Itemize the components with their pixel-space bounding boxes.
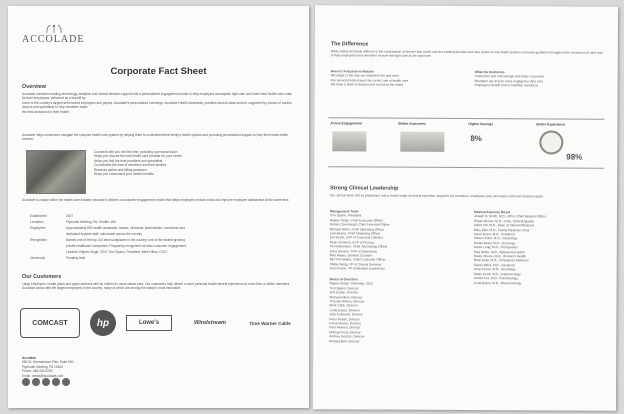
list-item: Robert Brown, M.D., Chair, Clinical Quality: [473, 218, 535, 224]
social-icons: [22, 378, 70, 386]
list-item: Frank Marino, Director: [329, 321, 362, 326]
difference-paragraph: What makes Accolade different is the combination of service that works with the existing benefits and care model of any health system to provide guidance throughout the continuum of care and to help employees and members receive the right care at the right time.: [330, 49, 603, 59]
laurel-icon: [44, 24, 64, 34]
list-item: Richard Bell, Director: [329, 338, 360, 344]
team-photo: [26, 150, 86, 194]
fact-row: dedicated support staff, nationwide across the country: [66, 232, 143, 236]
stat-active-engagement: Active Engagement: [330, 121, 396, 165]
outcomes-heading: What the Outcomes: [474, 70, 505, 75]
mission-paragraph: Accolade helps consumers navigate the complex health care system by helping them to understand their family's health options and providing personalized support to help them make better choices.: [22, 133, 289, 142]
fact-row: Recognition Named one of the top 100 best workplaces in the country; one of the fastest growing: [30, 238, 185, 242]
stat-image: [400, 132, 444, 152]
list-item: Paul Reeves, Director: [329, 325, 361, 330]
list-item: Robert Cavanaugh, Chief Financial Officer: [329, 222, 390, 227]
document-title: Corporate Fact Sheet: [110, 66, 207, 77]
list-item: Linda Ewers, Director: [329, 308, 360, 313]
facts-intro: Accolade is unique within the health care industry because it delivers a consumer engagement model that helps employers reduce costs and improve employee satisfaction at the same time.: [22, 198, 290, 202]
contact-line: Accolade: [22, 356, 37, 360]
list-item: Ken Robertson, Chief Technology Officer: [329, 244, 388, 249]
list-item: Jeff Jordan, Director: [329, 290, 359, 295]
stats-strip: [328, 117, 604, 168]
outcomes-item: Members say they're more engaged in their care: [474, 78, 544, 84]
linkedin-icon[interactable]: [42, 378, 50, 386]
time-warner-cable-logo: Time Warner Cable: [249, 320, 291, 326]
youtube-icon[interactable]: [52, 378, 60, 386]
overview-heading: Overview: [22, 84, 46, 90]
comcast-logo: COMCAST: [20, 308, 80, 338]
list-item: Jack Kirkwood, Director: [329, 312, 363, 317]
customers-heading: Our Customers: [22, 274, 62, 280]
results-item: We have a team of doctors and nurses at the ready: [330, 82, 404, 87]
hp-logo: hp: [90, 310, 116, 336]
contact-line: Phone: 484.530.4100: [22, 369, 53, 374]
windstream-logo: Windstream: [194, 320, 226, 326]
bullet-item: Coordinates the care of members and their families: [94, 163, 167, 168]
bullet-item: Helps you choose the best health care provider for your needs: [94, 154, 182, 159]
list-item: Michael Hilton, Chief Operating Officer: [329, 226, 385, 232]
google-plus-icon[interactable]: [62, 378, 70, 386]
list-item: Ryan Cisneros, EVP of Product: [329, 240, 375, 245]
list-item: Tom Spann, President: [329, 213, 362, 218]
results-item: Our services help ensure the correct use of health care: [330, 78, 409, 83]
list-item: Thomas Wilson, Director: [329, 299, 365, 304]
difference-heading: The Difference: [330, 41, 369, 48]
leadership-heading: Strong Clinical Leadership: [330, 185, 399, 192]
results-item: We adapt to the way our members live and work: [330, 73, 399, 79]
list-item: Eric Acton, EVP of Customer Delivery: [329, 235, 383, 241]
list-item: Mary Ellis, M.D., Family Medicine Chair: [473, 227, 530, 232]
bullet-item: Helps you understand your health benefits: [94, 172, 154, 177]
logo-text: ACCOLADE: [22, 34, 85, 45]
list-item: Shelly Wang, VP of Clinical Services: [329, 262, 382, 267]
results-column: [331, 69, 465, 87]
award-badge-icon: [539, 130, 563, 154]
overview-line: the best decisions for their health.: [22, 109, 70, 114]
list-item: Laura Grant, M.D., Pediatrics: [473, 232, 516, 237]
list-item: Lisa Aikens, Chief Marketing Officer: [329, 231, 381, 236]
list-item: Karen Long, M.D., Orthopedics: [473, 245, 518, 250]
client-logo-strip: [20, 306, 296, 340]
overview-line: some of the country's largest self-insured employers and payers. Accolade's personalized concierge, Accolade Health Assistants, provides best-of-class service, supported by a team of nurses, doctors and specialists to help members make: [22, 100, 293, 110]
list-item: Greg Turner, M.D., Neurology: [473, 267, 516, 272]
list-item: Susan Ward, M.D., Geriatrics: [473, 262, 516, 268]
accolade-logo: [22, 24, 102, 46]
list-item: Peter Parish, Director: [329, 316, 360, 322]
list-item: Ben Fernandez, Chief Customer Officer: [329, 257, 386, 263]
list-item: Steven Price, M.D., Cardiology: [473, 236, 518, 241]
fact-row: Established 2007: [30, 214, 74, 218]
contact-line[interactable]: Email: media@accolade.com: [22, 373, 64, 378]
stat-better-outcomes: Better Outcomes: [398, 122, 464, 166]
results-heading: How it's Focused on Results: [330, 69, 374, 74]
list-item: Jean Porter, VP of Member Experience: [329, 266, 385, 271]
list-item: Erica Hanson, SVP of Operations: [329, 248, 378, 254]
board-of-directors-list: [329, 277, 463, 344]
service-bullet-list: [94, 150, 284, 176]
list-item: Andrew Gordon, Director: [329, 334, 365, 339]
bullet-item: Helps you find the best providers and specialists: [94, 158, 163, 163]
company-facts-table: [30, 214, 290, 262]
lowes-logo: Lowe's: [126, 315, 172, 331]
stat-higher-savings: Higher Savings 8%: [468, 122, 494, 144]
board-heading: Board of Directors: [329, 277, 358, 282]
stat-image: [332, 131, 366, 151]
facebook-icon[interactable]: [22, 378, 30, 386]
twitter-icon[interactable]: [32, 378, 40, 386]
fact-sheet-page-left: [8, 6, 309, 408]
fact-sheet-page-right: [313, 5, 618, 411]
overview-paragraph: [22, 92, 294, 114]
outcomes-item: Employers benefit from a healthier workforce: [474, 83, 538, 88]
list-item: Tom Spann, Director: [329, 286, 359, 291]
list-item: Rajeev Singh, Chairman, CEO: [329, 281, 373, 286]
outcomes-column: [475, 70, 609, 88]
list-item: Nancy Moore, M.D., Women's Health: [473, 254, 527, 259]
fact-row: private healthcare companies. Frequently recognized for best consumer engagement.: [66, 244, 187, 248]
list-item: Helen Cook, M.D., Endocrinology: [473, 271, 521, 276]
leadership-paragraph: Our clinical team, led by physicians with a broad range of clinical expertise, supports our members, employers and care teams with real medical insight.: [330, 193, 544, 199]
contact-line: Plymouth Meeting, PA 19462: [22, 364, 63, 369]
fact-row: Leaders: Rajeev Singh, CEO; Tom Spann, President; Mike Hilton, COO.: [66, 250, 168, 254]
medical-advisory-board-list: [474, 210, 608, 286]
list-item: Matt Hayes, General Counsel: [329, 253, 372, 258]
list-item: Adam Hill, M.D., Dept. of Internal Medicine: [473, 223, 535, 228]
list-item: Rajeev Singh, Chief Executive Officer: [329, 218, 384, 223]
advisory-heading: Medical Advisory Board: [473, 210, 511, 215]
outcomes-item: Customers see real savings and better outcomes: [474, 74, 544, 79]
fact-row: Locations Plymouth Meeting, PA; Seattle, WA: [30, 220, 116, 224]
contact-block: [22, 356, 142, 378]
management-heading: Management Team: [329, 209, 359, 214]
bullet-item: Resolves claims and billing questions: [94, 167, 147, 172]
list-item: James Fox, M.D., Pulmonology: [473, 276, 518, 281]
list-item: Brian Kelly, M.D., Emergency Medicine: [473, 258, 529, 263]
list-item: Paul White, M.D., Behavioral Health: [473, 249, 525, 254]
customers-paragraph: Large employers, health plans and payer partners with an interest in value-based care. Our customers help deliver a more personal health benefit experience to more than a million members. Accolade works with the largest employers in the country, many of which are among the nation's most innovative.: [22, 282, 291, 291]
stat-better-experience: Better Experience 98%: [536, 122, 583, 162]
contact-line: 660 W. Germantown Pike, Suite 500: [22, 360, 74, 365]
list-item: Daniel Reed, M.D., Oncology: [473, 240, 516, 246]
list-item: Joseph S. Smith, M.D., MPH, Chief Medical Officer: [473, 214, 546, 219]
list-item: Michael Hilton, Director: [329, 294, 363, 300]
bullet-item: Connects with you the first time, providing a personal touch: [94, 150, 178, 154]
fact-row: Employees Approximately 800 health assistants, nurses, clinicians, pharmacists, executives and: [30, 226, 186, 230]
list-item: Michael Ford, Director: [329, 330, 361, 335]
list-item: Mark Clark, Director: [329, 303, 358, 308]
overview-line: Accolade combines leading technology, analytics and clinical decision support with a personalized engagement model to help employers accomplish right care and lower total health care costs for their employees, delivered as a benefit by: [22, 92, 292, 101]
management-team-list: [330, 209, 464, 271]
list-item: Linda Bates, M.D., Rheumatology: [473, 280, 522, 285]
fact-row: Ownership Privately held: [30, 256, 86, 260]
